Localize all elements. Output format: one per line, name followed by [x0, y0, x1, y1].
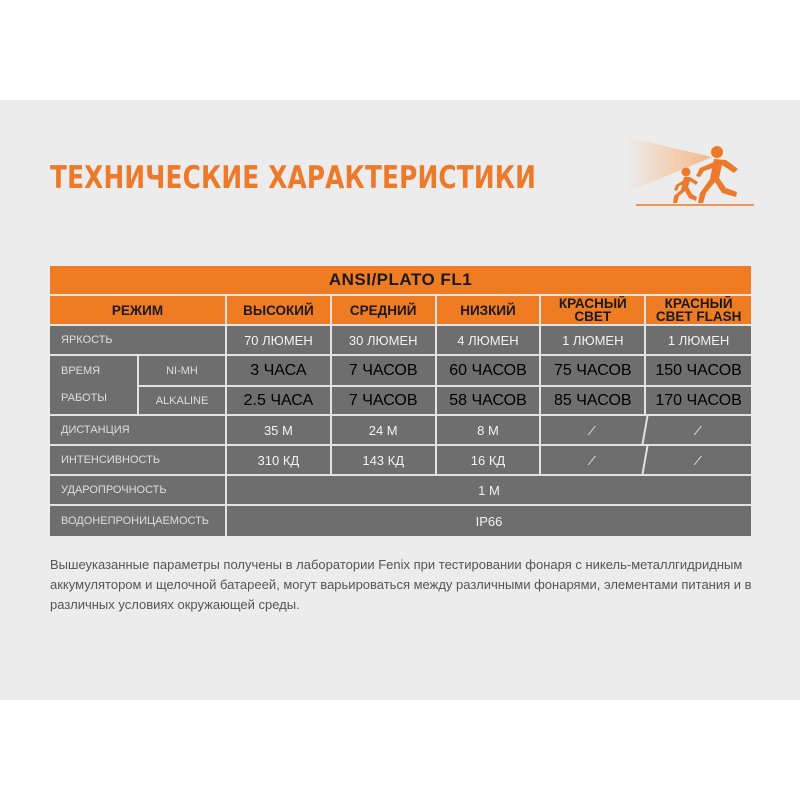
column-medium: СРЕДНИЙ: [332, 296, 437, 324]
table-cell: 30 ЛЮМЕН: [332, 326, 437, 354]
table-cell: 170 ЧАСОВ: [655, 391, 742, 409]
row-label: ВОДОНЕПРОНИЦАЕМОСТЬ: [50, 506, 227, 536]
runtime-row-alkaline: [139, 385, 751, 414]
battery-label: ALKALINE: [139, 387, 227, 414]
table-row-distance: [50, 416, 751, 446]
table-standard-header: [50, 266, 751, 296]
footnote: Вышеуказанные параметры получены в лаборатории Fenix при тестировании фонаря с никель-металлгидридным аккумулятором и щелочной батареей, могут варьироваться между различными фонарями, элементами питания и в различных условиях окружающей среды.: [50, 557, 752, 612]
table-cell: 7 ЧАСОВ: [332, 387, 437, 414]
runtime-row-nimh: [139, 356, 751, 385]
table-row-intensity: [50, 446, 751, 476]
table-cell: 1 ЛЮМЕН: [541, 326, 646, 354]
table-cell-na: ⁄: [539, 446, 649, 474]
row-label: ИНТЕНСИВНОСТЬ: [50, 446, 227, 474]
table-row-runtime: [50, 356, 751, 416]
row-label: ДИСТАНЦИЯ: [50, 416, 227, 444]
table-cell: 1 ЛЮМЕН: [667, 332, 730, 348]
table-row-brightness: [50, 326, 751, 356]
table-row-impact: [50, 476, 751, 506]
table-cell: 150 ЧАСОВ: [655, 361, 742, 379]
table-cell: 4 ЛЮМЕН: [437, 326, 542, 354]
mode-header: РЕЖИМ: [50, 296, 227, 324]
table-cell: 16 КД: [437, 446, 542, 474]
table-cell-na: ⁄: [539, 416, 649, 444]
table-cell: 60 ЧАСОВ: [437, 356, 542, 385]
table-cell-na: ⁄: [696, 422, 701, 438]
table-cell: 35 М: [227, 416, 332, 444]
row-label: ВРЕМЯ РАБОТЫ: [50, 356, 139, 414]
page-title: ТЕХНИЧЕСКИЕ ХАРАКТЕРИСТИКИ: [50, 160, 537, 196]
table-cell: 24 М: [332, 416, 437, 444]
table-cell: 3 ЧАСА: [227, 356, 332, 385]
table-cell: 143 КД: [332, 446, 437, 474]
table-header-row: [50, 296, 751, 326]
table-row-waterproof: [50, 506, 751, 536]
table-cell: 8 М: [437, 416, 542, 444]
column-high: ВЫСОКИЙ: [227, 296, 332, 324]
column-low: НИЗКИЙ: [437, 296, 542, 324]
table-cell-merged: IP66: [475, 513, 503, 529]
row-label: УДАРОПРОЧНОСТЬ: [50, 476, 227, 504]
table-cell: 310 КД: [227, 446, 332, 474]
table-cell-merged: 1 М: [478, 482, 500, 498]
table-cell-na: ⁄: [696, 452, 701, 468]
table-cell: 7 ЧАСОВ: [332, 356, 437, 385]
battery-label: NI-MH: [139, 356, 227, 385]
column-red-light: КРАСНЫЙ СВЕТ: [541, 296, 646, 324]
standard-label: ANSI/PLATO FL1: [328, 270, 473, 289]
table-cell: 70 ЛЮМЕН: [227, 326, 332, 354]
table-cell: 85 ЧАСОВ: [541, 387, 646, 414]
spec-table: [50, 266, 751, 536]
table-cell: 2.5 ЧАСА: [227, 387, 332, 414]
runners-with-headlamp-icon: [626, 135, 756, 210]
table-cell: 75 ЧАСОВ: [541, 356, 646, 385]
row-label: ЯРКОСТЬ: [50, 326, 227, 354]
table-cell: 58 ЧАСОВ: [437, 387, 542, 414]
column-red-flash: КРАСНЫЙ СВЕТ FLASH: [655, 296, 742, 324]
